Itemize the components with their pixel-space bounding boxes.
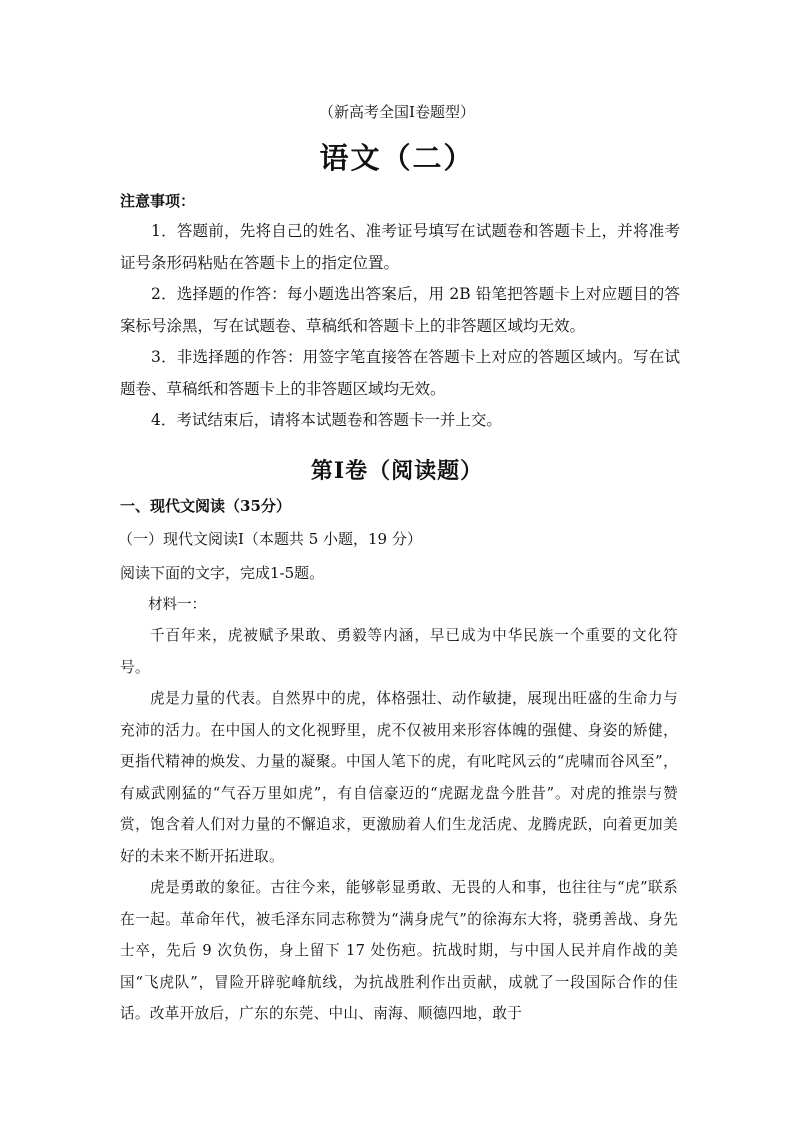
material-label: 材料一： [148, 597, 206, 613]
exam-title: 语文（二） [319, 141, 475, 175]
part-title: 第Ⅰ卷（阅读题） [310, 458, 484, 484]
reading-instruction: 阅读下面的文字，完成1-5题。 [120, 564, 325, 582]
notice-item: 3．非选择题的作答：用签字笔直接答在答题卡上对应的答题区域内。写在试题卷、草稿纸和答题卡上的非答题区域均无效。 [120, 348, 680, 398]
notice-item: 1．答题前，先将自己的姓名、准考证号填写在试题卷和答题卡上，并将准考证号条形码粘贴在答题卡上的指定位置。 [120, 222, 680, 272]
subsection-heading: （一）现代文阅读Ⅰ（本题共 5 小题，19 分） [118, 530, 422, 548]
notice-heading: 注意事项： [120, 192, 196, 210]
notice-item: 2．选择题的作答：每小题选出答案后，用 2B 铅笔把答题卡上对应题目的答案标号涂黑，写在试题卷、草稿纸和答题卡上的非答题区域均无效。 [120, 285, 680, 335]
section-heading: 一、现代文阅读（35分） [120, 497, 291, 515]
material-paragraph: 虎是勇敢的象征。古往今来，能够彰显勇敢、无畏的人和事，也往往与“虎”联系在一起。革命年代，被毛泽东同志称赞为“满身虎气”的徐海东大将，骁勇善战、身先士卒，先后 9 次负伤，身上留下 17 处伤疤。抗战时期，与中国人民并肩作战的美国“飞虎队”，冒险开辟驼峰航线，为抗战胜利作出贡献，成就了一段国际合作的佳话。改革开放后，广东的东莞、中山、南海、顺德四地，敢于 [120, 879, 678, 1022]
notice-item: 4．考试结束后，请将本试题卷和答题卡一并上交。 [151, 411, 502, 429]
material-paragraph: 千百年来，虎被赋予果敢、勇毅等内涵，早已成为中华民族一个重要的文化符号。 [120, 627, 678, 676]
material-paragraph: 虎是力量的代表。自然界中的虎，体格强壮、动作敏捷，展现出旺盛的生命力与充沛的活力。在中国人的文化视野里，虎不仅被用来形容体魄的强健、身姿的矫健，更指代精神的焕发、力量的凝聚。中国人笔下的虎，有叱咤风云的“虎啸而谷风至”，有威武刚猛的“气吞万里如虎”，有自信豪迈的“虎踞龙盘今胜昔”。对虎的推崇与赞赏，饱含着人们对力量的不懈追求，更激励着人们生龙活虎、龙腾虎跃，向着更加美好的未来不断开拓进取。 [120, 690, 678, 865]
exam-subtitle: （新高考全国Ⅰ卷题型） [319, 103, 475, 121]
